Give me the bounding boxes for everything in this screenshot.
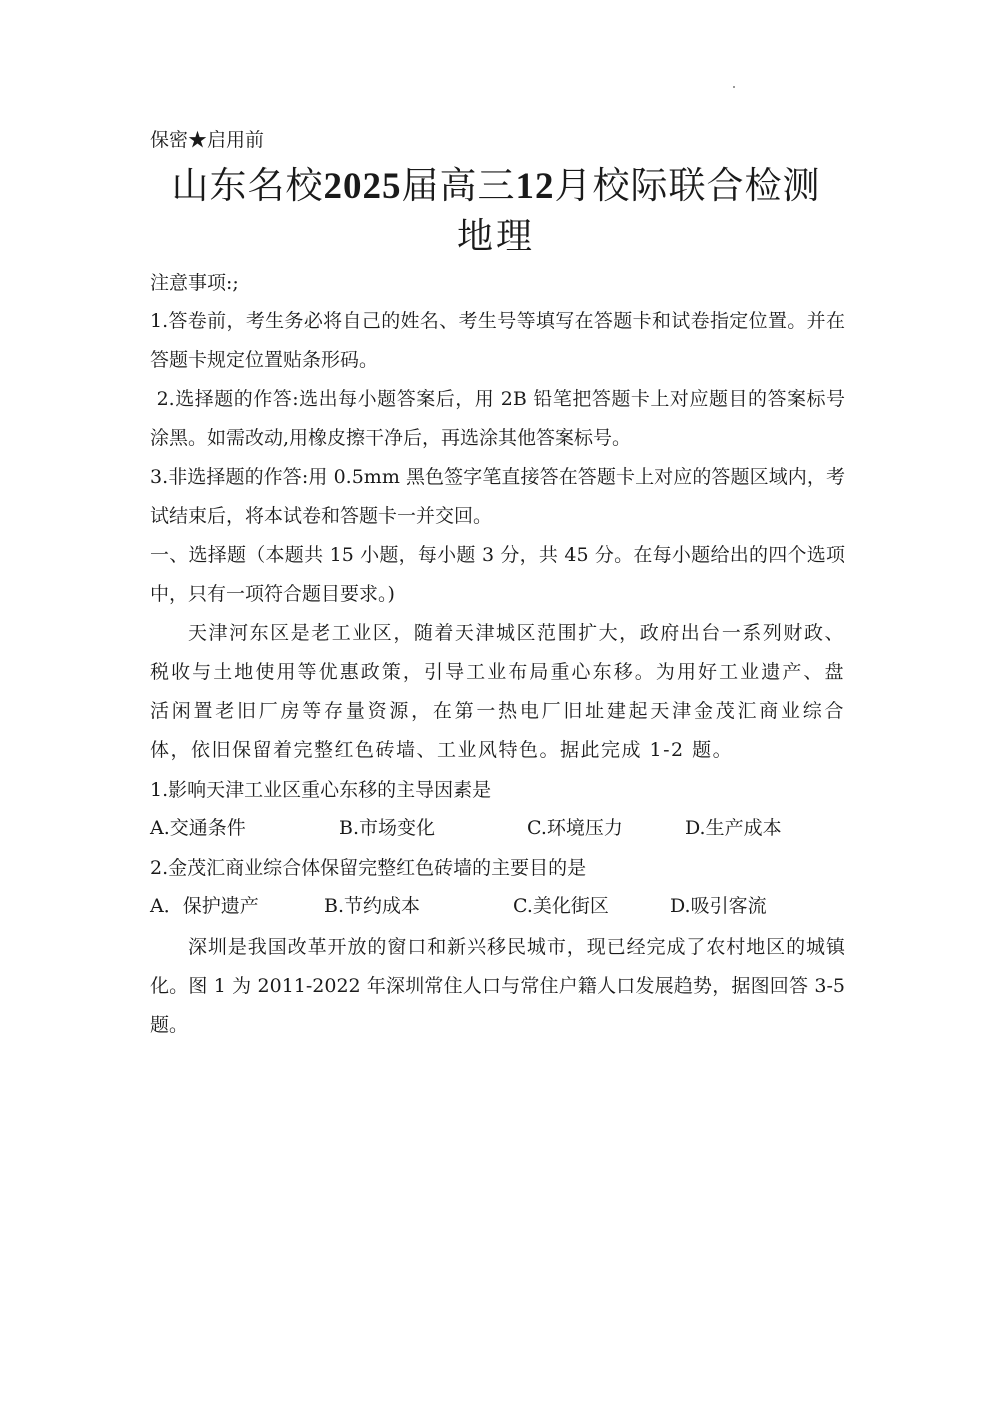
- question-2-options: [150, 894, 850, 918]
- question-1-options: [150, 816, 850, 840]
- title-part: 届高三: [401, 164, 516, 207]
- title-month: 12: [515, 166, 555, 207]
- notice-heading: 注意事项:;: [150, 272, 239, 294]
- notice-item-1: 1.答卷前，考生务必将自己的姓名、考生号等填写在答题卡和试卷指定位置。并在答题卡规定位置贴条形码。: [150, 310, 845, 371]
- option-d: D.生产成本: [685, 817, 782, 839]
- title-part: 山东名校: [171, 164, 324, 207]
- option-b: B.节约成本: [324, 895, 421, 917]
- title-part: 月校际联合检测: [554, 164, 821, 207]
- title-year: 2025: [323, 166, 402, 207]
- confidential-label: 保密★启用前: [150, 129, 265, 151]
- question-1-stem: 1.影响天津工业区重心东移的主导因素是: [150, 779, 492, 801]
- option-c: C.美化街区: [513, 895, 609, 917]
- notice-item-3: 3.非选择题的作答:用 0.5mm 黑色签字笔直接答在答题卡上对应的答题区域内，考试结束后，将本试卷和答题卡一并交回。: [150, 466, 845, 527]
- passage-tianjin: 天津河东区是老工业区，随着天津城区范围扩大，政府出台一系列财政、税收与土地使用等优惠政策，引导工业布局重心东移。为用好工业遗产、盘活闲置老旧厂房等存量资源，在第一热电厂旧址建起天津金茂汇商业综合体，依旧保留着完整红色砖墙、工业风特色。据此完成 1-2 题。: [150, 622, 845, 761]
- section-heading: 一、选择题（本题共 15 小题，每小题 3 分，共 45 分。在每小题给出的四个选项中，只有一项符合题目要求。): [150, 544, 845, 605]
- option-a: A.交通条件: [150, 817, 246, 839]
- passage-shenzhen: 深圳是我国改革开放的窗口和新兴移民城市，现已经完成了农村地区的城镇化。图 1 为 2011-2022 年深圳常住人口与常住户籍人口发展趋势，据图回答 3-5 题。: [150, 936, 845, 1036]
- option-c: C.环境压力: [527, 817, 623, 839]
- option-d: D.吸引客流: [670, 895, 767, 917]
- question-2-stem: 2.金茂汇商业综合体保留完整红色砖墙的主要目的是: [150, 857, 587, 879]
- option-a: A．保护遗产: [150, 895, 259, 917]
- exam-title: [0, 162, 992, 211]
- option-b: B.市场变化: [339, 817, 436, 839]
- subject-title: 地理: [456, 216, 535, 257]
- notice-item-2: 2.选择题的作答:选出每小题答案后，用 2B 铅笔把答题卡上对应题目的答案标号涂黑。如需改动,用橡皮擦干净后，再选涂其他答案标号。: [150, 388, 845, 449]
- scan-speck: [733, 86, 735, 88]
